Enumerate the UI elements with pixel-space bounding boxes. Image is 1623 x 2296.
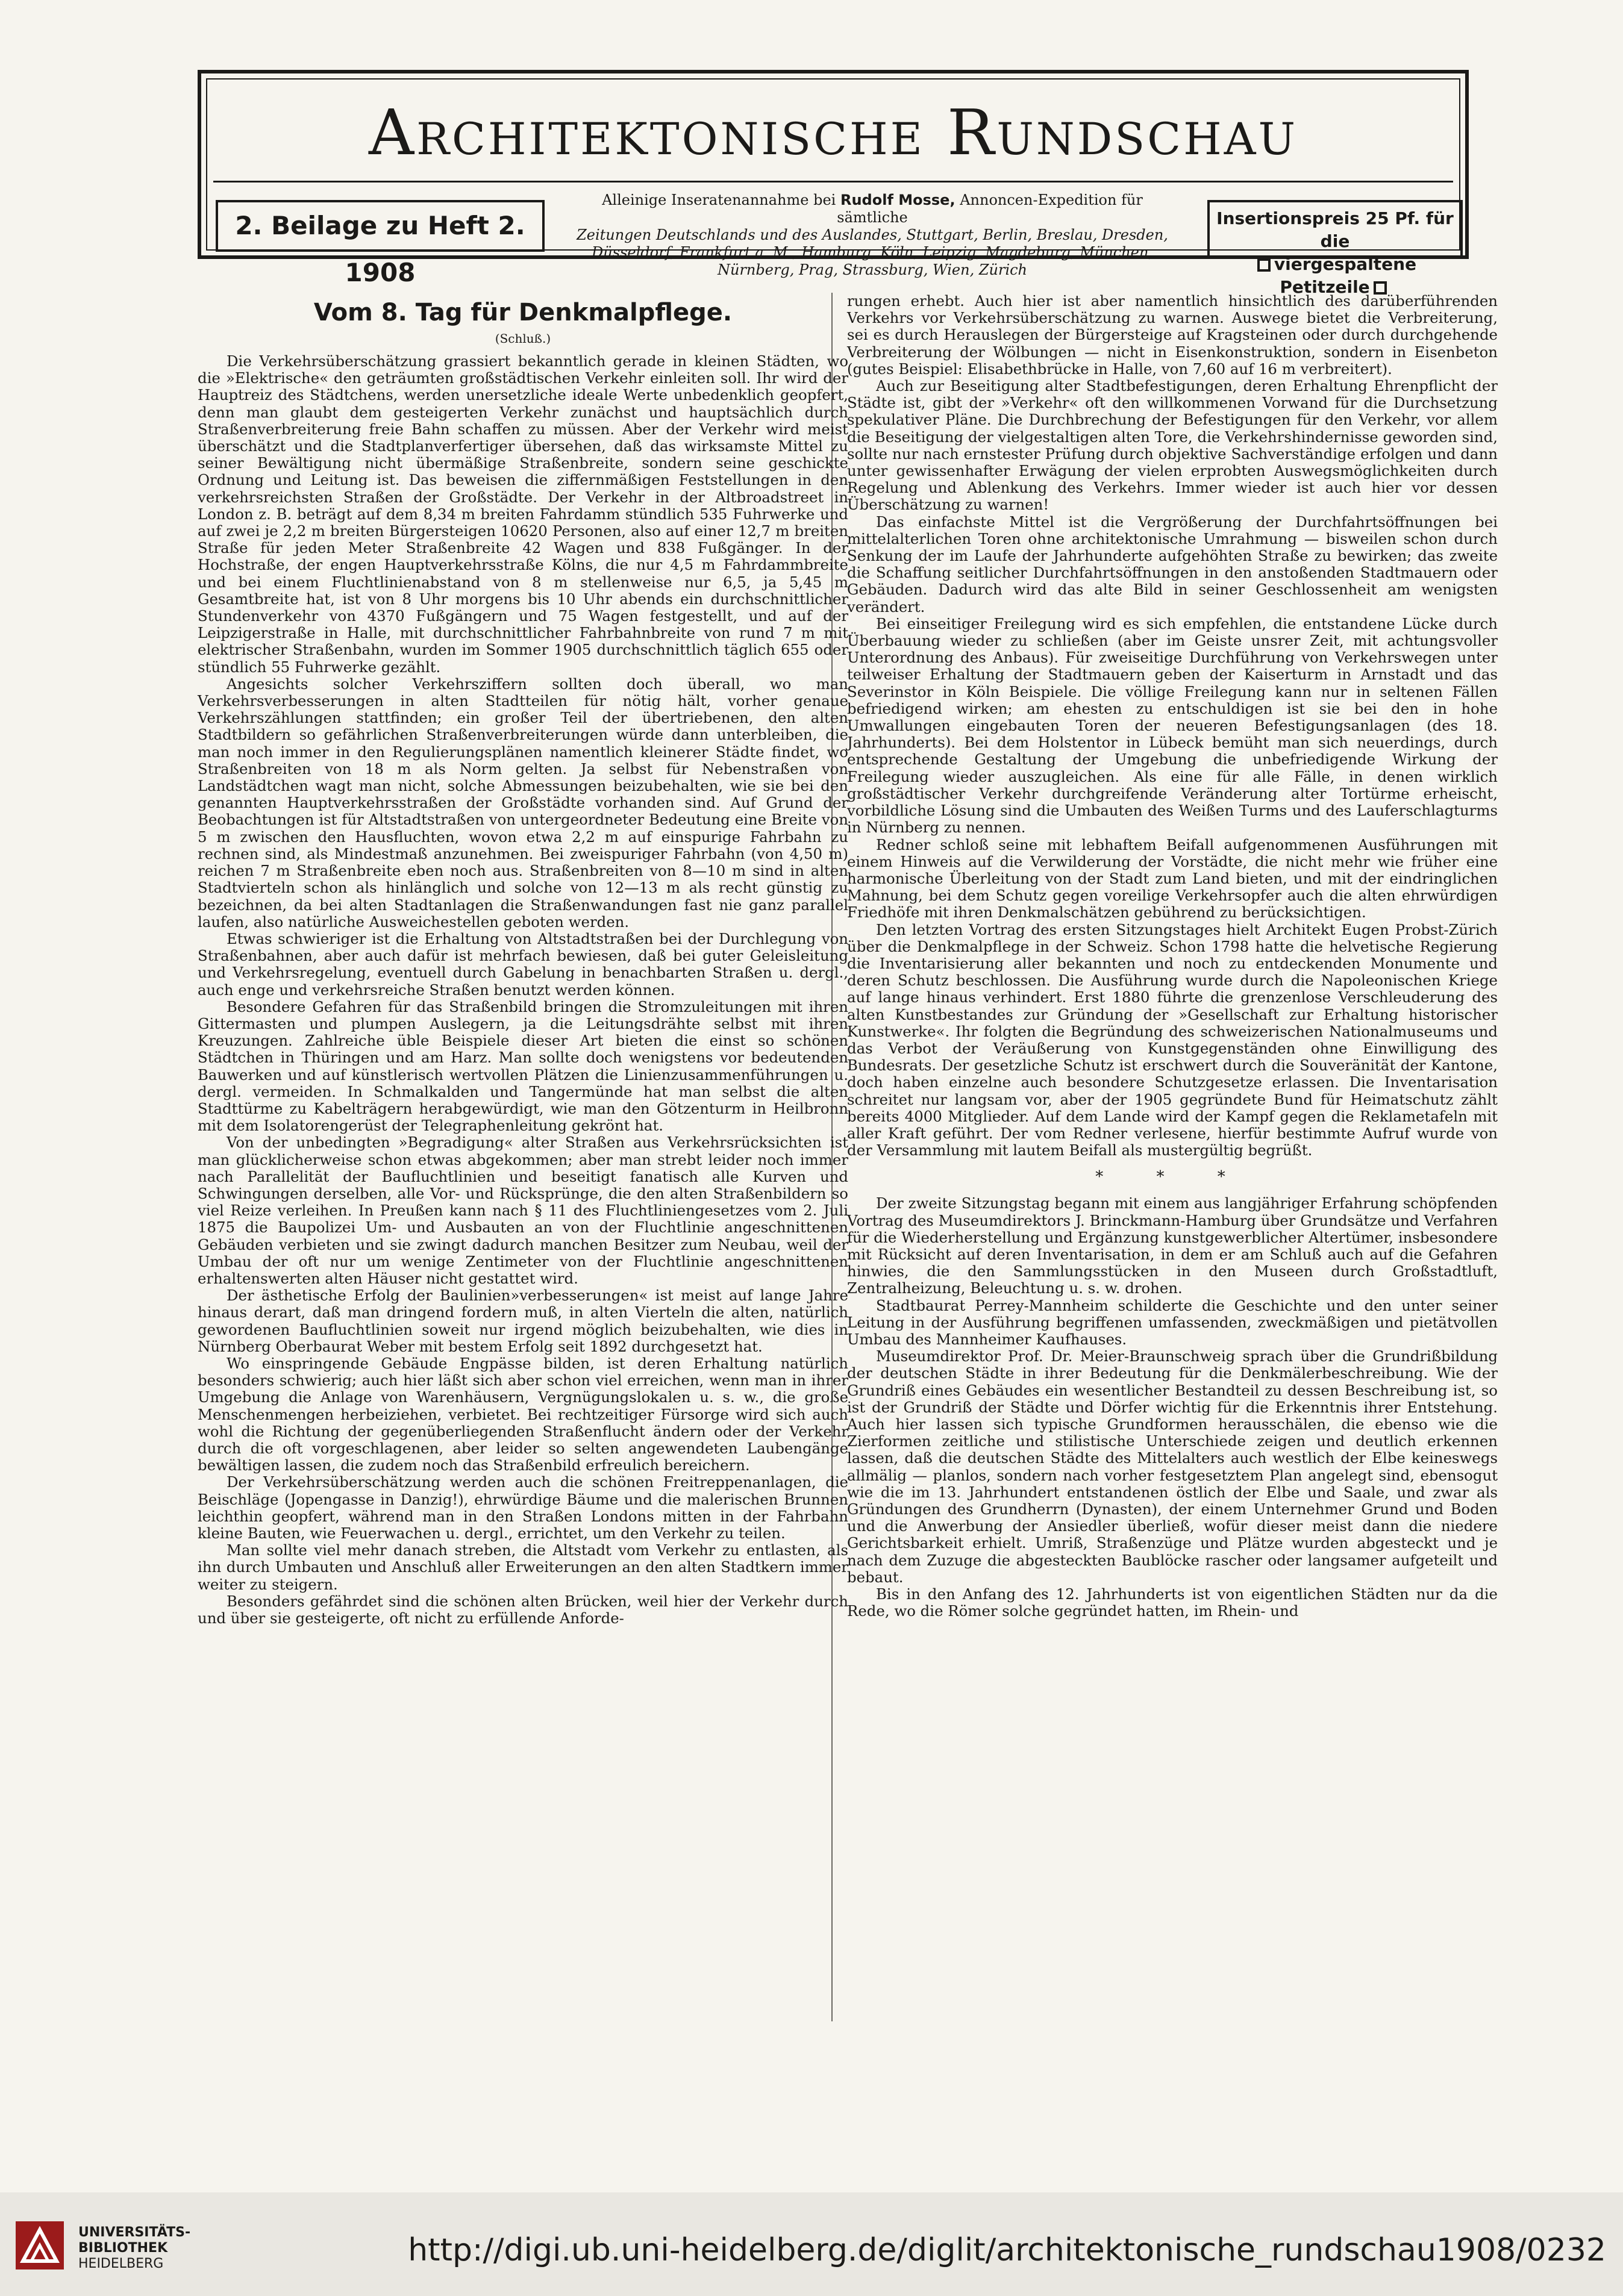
advertising-note	[571, 192, 1174, 279]
column-right	[847, 293, 1498, 1620]
paragraph: Besonders gefährdet sind die schönen alten Brücken, weil hier der Verkehr durch und über sie gesteigerte, oft nicht zu erfüllende Anforde-	[198, 1592, 848, 1627]
paragraph: Von der unbedingten »Begradigung« alter Straßen aus Verkehrsrücksichten ist man glücklicherweise schon etwas abgekommen; aber man strebt leider noch immer nach Parallelität der Baufluchtlinien und beseitigt fanatisch alle Kurven und Schwingungen derselben, alle Vor- und Rücksprünge, die den alten Straßenbildern so viel Reize verleihen. In Preußen kann nach § 11 des Fluchtliniengesetzes vom 2. Juli 1875 die Baupolizei Um- und Ausbauten an von der Fluchtlinie angeschnittenen Gebäuden verbieten und sie zwingt dadurch manchen Besitzer zum Neubau, weil der Umbau der oft nur um wenige Zentimeter von der Fluchtlinie angeschnittenen erhaltenswerten alten Häuser nicht gestattet wird.	[198, 1134, 848, 1287]
paragraph: Der ästhetische Erfolg der Baulinien»verbesserungen« ist meist auf lange Jahre hinaus derart, daß man dringend fordern muß, in alten Vierteln die alten, natürlich gewordenen Baufluchtlinien soweit nur irgend möglich beizubehalten, wie dies in Nürnberg Oberbaurat Weber mit bestem Erfolg seit 1892 durchgesetzt hat.	[198, 1287, 848, 1355]
footer-bar	[0, 2192, 1623, 2296]
masthead	[198, 70, 1469, 297]
paragraph: Besondere Gefahren für das Straßenbild bringen die Stromzuleitungen mit ihren Gittermasten und plumpen Auslegern, ja die Leitungsdrähte selbst mit ihren Kreuzungen. Zahlreiche üble Beispiele dieser Art bieten die einst so schönen Städtchen in Thüringen und am Harz. Man sollte doch wenigstens vor bedeutenden Bauwerken und auf künstlerisch wertvollen Plätzen die Linienzusammenführungen u. dergl. vermeiden. In Schmalkalden und Tangermünde hat man selbst die alten Stadttürme zu Kabelträgern herabgewürdigt, wie man den Götzenturm in Heilbronn mit dem Isolatorengerüst der Telegraphenleitung gekrönt hat.	[198, 997, 848, 1135]
library-name-line-2: BIBLIOTHEK	[78, 2241, 168, 2256]
paragraph: Wo einspringende Gebäude Engpässe bilden, ist deren Erhaltung natürlich besonders schwierig; auch hier läßt sich aber schon viel erreichen, wenn man in ihrer Umgebung die Anlage von Warenhäusern, Vergnügungslokalen u. s. w., die große Menschenmengen herbeiziehen, verbietet. Bei rechtzeitiger Fürsorge wird sich auch wohl die Richtung der gegenüberliegenden Straßenflucht ändern oder der Verkehr durch die oft vorgeschlagenen, aber leider so selten angewendeten Laubengänge bewältigen lassen, die zudem noch das Straßenbild erfreulich bereichern.	[198, 1354, 848, 1474]
square-ornament-icon	[1257, 258, 1271, 272]
insertion-line-2: viergespaltene Petitzeile	[1274, 254, 1417, 297]
insertion-price-box	[1207, 200, 1463, 297]
library-name[interactable]	[78, 2225, 190, 2272]
university-library-logo-icon[interactable]	[16, 2221, 64, 2269]
article-subtitle: (Schluß.)	[495, 331, 551, 346]
ad-line-3: Düsseldorf, Frankfurt a. M., Hamburg, Köln, Leipzig, Magdeburg, München,	[592, 244, 1153, 261]
paragraph: Das einfachste Mittel ist die Vergrößerung der Durchfahrtsöffnungen bei mittelalterlichen Toren ohne architektonische Umrahmung — bisweilen schon durch Senkung der im Laufe der Jahrhunderte aufgehöhten Straße zu bewirken; das zweite die Schaffung seitlicher Durchfahrtsöffnungen in den anstoßenden Stadtmauern oder Gebäuden. Dadurch wird das alte Bild in seiner Geschlossenheit am wenigsten verändert.	[847, 513, 1498, 616]
paragraph: rungen erhebt. Auch hier ist aber namentlich hinsichtlich des darüberführenden Verkehrs vor Verkehrsüberschätzung zu warnen. Auswege bietet die Verbreiterung, sei es durch Herauslegen der Bürgersteige auf Kragsteinen oder durch durchgehende Verbreiterung der Wölbungen — nicht in Eisenkonstruktion, sondern in Eisenbeton (gutes Beispiel: Elisabethbrücke in Halle, von 7,60 auf 16 m verbreitert).	[847, 292, 1498, 378]
paragraph: Bei einseitiger Freilegung wird es sich empfehlen, die entstandene Lücke durch Überbauung wieder zu schließen (aber im Geiste unsrer Zeit, mit achtungsvoller Unterordnung des Anbaus). Für zweiseitige Durchführung von Verkehrswegen unter teilweiser Erhaltung der Stadtmauern geben der Kaiserturm in Arnstadt und das Severinstor in Köln Beispiele. Die völlige Freilegung kann nur in seltenen Fällen befriedigend wirken; am ehesten zu entschuldigen ist sie bei den in hohe Umwallungen eingebauten Toren der neueren Befestigungsanlagen (des 18. Jahrhunderts). Bei dem Holstentor in Lübeck bemüht man sich neuerdings, durch entsprechende Gestaltung der Umgebung die unbefriedigende Wirkung der Freilegung wieder auszugleichen. Als eine für alle Fälle, in denen wirklich großstädtischer Verkehr durchgreifende Veränderung alter Tortürme erheischt, vorbildliche Lösung sind die Umbauten des Weißen Turms und des Lauferschlagturms in Nürnberg zu nennen.	[847, 614, 1498, 837]
ad-line-4: Nürnberg, Prag, Strassburg, Wien, Zürich	[717, 261, 1028, 278]
section-separator: * * *	[1095, 1168, 1249, 1187]
column-left	[198, 293, 848, 1627]
masthead-frame	[206, 78, 1460, 297]
article-title: Vom 8. Tag für Denkmalpflege.	[313, 299, 733, 326]
source-url-link[interactable]: http://digi.ub.uni-heidelberg.de/diglit/architektonische_rundschau1908/0232	[408, 2232, 1606, 2268]
paragraph: Bis in den Anfang des 12. Jahrhunderts ist von eigentlichen Städten nur da die Rede, wo die Römer solche gegründet hatten, im Rhein- und	[847, 1585, 1498, 1620]
paragraph: Man sollte viel mehr danach streben, die Altstadt vom Verkehr zu entlasten, als ihn durch Umbauten und Anschluß aller Erweiterungen an den alten Stadtkern immer weiter zu steigern.	[198, 1541, 848, 1593]
paragraph: Etwas schwieriger ist die Erhaltung von Altstadtstraßen bei der Durchlegung von Straßenbahnen, aber auch dafür ist mehrfach bewiesen, daß bei guter Geleisleitung und Verkehrsregelung, eventuell durch Gabelung in benachbarten Straßen u. dergl., auch enge und verkehrsreiche Straßen benutzt werden können.	[198, 929, 848, 999]
library-name-line-3: HEIDELBERG	[78, 2256, 164, 2271]
title-rule	[213, 181, 1453, 182]
supplement-label: 2. Beilage zu Heft 2. 1908	[216, 200, 545, 252]
ad-mosse: Rudolf Mosse,	[840, 192, 955, 208]
paragraph: Der Verkehrsüberschätzung werden auch die schönen Freitreppenanlagen, die Beischläge (Jopengasse in Danzig!), ehrwürdige Bäume und die malerischen Brunnen leichthin geopfert, während man in den Straßen Londons mitten in der Fahrbahn kleine Bauten, wie Feuerwachen u. dergl., errichtet, um den Verkehr zu teilen.	[198, 1473, 848, 1543]
paragraph: Stadtbaurat Perrey-Mannheim schilderte die Geschichte und den unter seiner Leitung in der Ausführung begriffenen umfassenden, zweckmäßigen und pietätvollen Umbau des Mannheimer Kaufhauses.	[847, 1296, 1498, 1348]
library-name-line-1: UNIVERSITÄTS-	[78, 2225, 191, 2240]
paragraph: Auch zur Beseitigung alter Stadtbefestigungen, deren Erhaltung Ehrenpflicht der Städte ist, gibt der »Verkehr« oft den willkommenen Vorwand für die Durchsetzung spekulativer Pläne. Die Durchbrechung der Befestigungen für den Verkehr, vor allem die Beseitigung der vielgestaltigen alten Tore, die Verkehrshindernisse geworden sind, sollte nur nach ernstester Prüfung durch objektive Sachverständige erfolgen und dann unter gewissenhafter Erwägung der vielen erprobten Auswegsmöglichkeiten durch Regelung und Ablenkung des Verkehrs. Immer wieder ist auch hier vor dessen Überschätzung zu warnen!	[847, 377, 1498, 514]
ad-line-2: Zeitungen Deutschlands und des Auslandes, Stuttgart, Berlin, Breslau, Dresden,	[577, 226, 1168, 243]
journal-title: Architektonische Rundschau	[368, 96, 1298, 169]
insertion-line-1: Insertionspreis 25 Pf. für die	[1216, 208, 1454, 251]
ad-line-1b: Annoncen-Expedition für sämtliche	[837, 192, 1143, 226]
paragraph: Den letzten Vortrag des ersten Sitzungstages hielt Architekt Eugen Probst-Zürich über die Denkmalpflege in der Schweiz. Schon 1798 hatte die helvetische Regierung die Inventarisierung aller bekannten und noch zu entdeckenden Monumente und deren Schutz beschlossen. Die Ausführung wurde durch die Napoleonischen Kriege auf lange hinaus verhindert. Erst 1880 führte die grenzenlose Verschleuderung des alten Kunstbestandes zur Gründung der »Gesellschaft zur Erhaltung historischer Kunstwerke«. Ihr folgten die Begründung des schweizerischen Nationalmuseums und das Verbot der Veräußerung von Kunstgegenständen ohne Einwilligung des Bundesrats. Der gesetzliche Schutz ist erschwert durch die Souveränität der Kantone, doch haben einzelne auch besondere Schutzgesetze erlassen. Die Inventarisation schreitet nur langsam vor, aber der 1905 gegründete Bund für Heimatschutz zählt bereits 4000 Mitglieder. Auf dem Lande wird der Kampf gegen die Reklametafeln mit aller Kraft geführt. Der vom Redner verlesene, hierfür bestimmte Aufruf wurde von der Versammlung mit lautem Beifall als mustergültig begrüßt.	[847, 920, 1498, 1159]
paragraph: Die Verkehrsüberschätzung grassiert bekanntlich gerade in kleinen Städten, wo die »Elektrische« den geträumten großstädtischen Verkehr einleiten soll. Ihr wird der Hauptreiz des Städtchens, werden unersetzliche ideale Werte unbedenklich geopfert, denn man glaubt dem gesteigerten Verkehr zunächst und hauptsächlich durch Straßenverbreiterung freie Bahn schaffen zu müssen. Aber der Verkehr wird meist überschätzt und die Stadtplanverfertiger übersehen, daß das wirksamste Mittel zu seiner Bewältigung nicht übermäßige Straßenbreite, sondern seine geschickte Ordnung und Leitung ist. Das beweisen die ziffernmäßigen Feststellungen in den verkehrsreichsten Straßen der Großstädte. Der Verkehr in der Altbroadstreet in London z. B. beträgt auf dem 8,34 m breiten Fahrdamm stündlich 535 Fuhrwerke und auf zwei je 2,2 m breiten Bürgersteigen 10620 Personen, also auf einer 12,7 m breiten Straße für jeden Meter Straßenbreite 42 Wagen und 838 Fußgänger. In der Hochstraße, der engen Hauptverkehrsstraße Kölns, die nur 4,5 m Fahrdammbreite und bei einem Fluchtlinienabstand von 8 m stellenweise nur 6,5, ja 5,45 m Gesamtbreite hat, ist von 8 Uhr morgens bis 10 Uhr abends ein durchschnittlicher Stundenverkehr von 4370 Fußgängern und 75 Wagen festgestellt, und auf der Leipzigerstraße in Halle, mit durchschnittlicher Fahrbahnbreite von rund 7 m mit elektrischer Straßenbahn, wurden im Sommer 1905 durchschnittlich täglich 655 oder stündlich 55 Fuhrwerke gezählt.	[198, 352, 848, 676]
paragraph: Angesichts solcher Verkehrsziffern sollten doch überall, wo man Verkehrsverbesserungen in alten Stadtteilen für nötig hält, vorher genaue Verkehrszählungen stattfinden; ein großer Teil der übertriebenen, den alten Stadtbildern so gefährlichen Straßenverbreiterungen würde dann unterbleiben, die man noch immer in den Regulierungsplänen namentlich kleinerer Städte findet, wo Straßenbreiten von 18 m als Norm gelten. Ja selbst für Nebenstraßen von Landstädtchen wagt man nicht, solche Abmessungen beizubehalten, wie sie bei den genannten Hauptverkehrsstraßen der Großstädte vorhanden sind. Auf Grund der Beobachtungen ist für Altstadtstraßen von untergeordneter Bedeutung eine Breite von 5 m zwischen den Hausfluchten, wovon etwa 2,2 m auf einspurige Fahrbahn zu rechnen sind, als Mindestmaß anzunehmen. Bei zweispuriger Fahrbahn (von 4,50 m) reichen 7 m Straßenbreite eben noch aus. Straßenbreiten von 8—10 m sind in alten Stadtvierteln schon als hinlänglich und solche von 12—13 m als recht günstig zu bezeichnen, da bei alten Stadtanlagen die Straßenwandungen fast nie ganz parallel laufen, also natürliche Ausweichestellen geboten werden.	[198, 675, 848, 931]
paragraph: Museumdirektor Prof. Dr. Meier-Braunschweig sprach über die Grundrißbildung der deutschen Städte in ihrer Bedeutung für die Denkmälerbeschreibung. Wie der Grundriß eines Gebäudes ein wesentlicher Bestandteil zu dessen Beschreibung ist, so ist der Grundriß der Städte und Dörfer wichtig für die Erkenntnis ihrer Entstehung. Auch hier lassen sich typische Grundformen herausschälen, die ebenso wie die Zierformen zeitliche und stilistische Unterschiede zeigen und deutlich erkennen lassen, daß die deutschen Städte des Mittelalters auch westlich der Elbe keineswegs allmälig — planlos, sondern nach vorher festgesetztem Plan angelegt sind, ebensogut wie die im 13. Jahrhundert entstandenen östlich der Elbe und Saale, und zwar als Gründungen des Grundherrn (Dynasten), der einem Unternehmer Grund und Boden und die Anwerbung der Ansiedler überließ, wofür dieser meist dann die niedere Gerichtsbarkeit erhielt. Umriß, Straßenzüge und Plätze wurden abgesteckt und je nach dem Zuzuge die abgesteckten Baublöcke rascher oder langsamer aufgeteilt und bebaut.	[847, 1347, 1498, 1586]
paragraph: Der zweite Sitzungstag begann mit einem aus langjähriger Erfahrung schöpfenden Vortrag des Museumdirektors J. Brinckmann-Hamburg über Grundsätze und Verfahren für die Wiederherstellung und Ergänzung kunstgewerblicher Altertümer, insbesondere mit Rücksicht auf deren Inventarisation, in dem er am Schluß auch auf die Gefahren hinwies, die den Sammlungsstücken in den Museen durch Großstadtluft, Zentralheizung, Beleuchtung u. s. w. drohen.	[847, 1194, 1498, 1297]
paragraph: Redner schloß seine mit lebhaftem Beifall aufgenommenen Ausführungen mit einem Hinweis auf die Verwilderung der Vorstädte, die nicht mehr wie früher eine harmonische Überleitung von der Stadt zum Land bieten, und mit der eindringlichen Mahnung, bei dem Schutz gegen voreilige Verkehrsopfer auch die alten ehrwürdigen Friedhöfe mit ihren Denkmalschätzen gebührend zu berücksichtigen.	[847, 835, 1498, 922]
ad-line-1a: Alleinige Inseratenannahme bei	[602, 192, 840, 208]
